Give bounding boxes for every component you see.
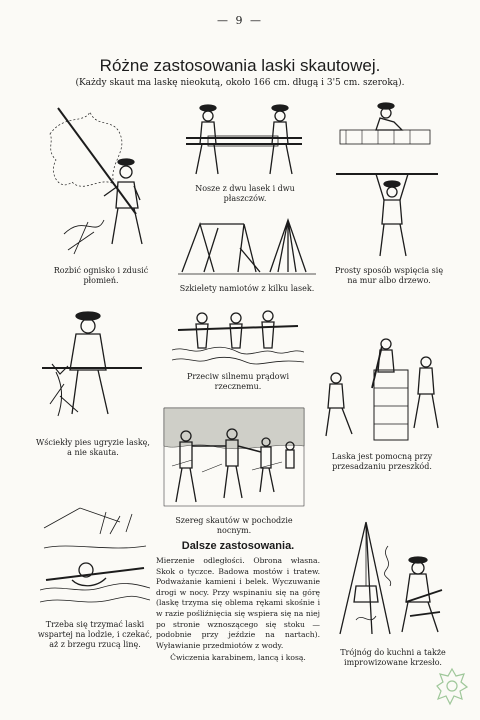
scout-fire-illustration: [44, 104, 162, 260]
night-march-illustration: [162, 406, 306, 508]
caption-night-march: Szereg skautów w pochodzie nocnym.: [175, 516, 293, 535]
caption-climb: Prosty sposób wspięcia się na mur albo drzewo.: [334, 266, 444, 285]
caption-tent-frames: Szkielety namiotów z kilku lasek.: [179, 284, 315, 293]
river-crossing-illustration: [172, 308, 304, 366]
caption-ice: Trzeba się trzymać laski wspartej na lodzie, i czekać, aż z brzegu rzucą linę.: [37, 620, 153, 649]
dog-illustration: [38, 304, 146, 426]
further-uses-last-line: Ćwiczenia karabinem, lancą i kosą.: [170, 653, 306, 663]
caption-tripod: Trójnóg do kuchni a także improwizowane krzesło.: [340, 648, 446, 667]
stretcher-illustration: [178, 100, 310, 178]
further-uses-section: [156, 540, 320, 662]
tent-frame-illustration: [178, 214, 316, 278]
caption-fire: Rozbić ognisko i zdusić płomień.: [53, 266, 149, 285]
page-number: — 9 —: [217, 14, 263, 27]
caption-stretcher: Nosze z dwu lasek i dwu płaszczów.: [195, 184, 295, 203]
further-uses-body: Mierzenie odległości. Obrona własna. Skok o tyczce. Badowa mostów i tratew. Podważanie kamieni i belek. Wyczuwanie drogi w nocy. Przy wspinaniu się na górę (laskę trzyma się oblema rękami skośnie i w razie pośliźnięcia się wspiera się na niej po stronie wznoszącego się stoku — podobnie przy jeździe na nartach). Wyławianie przedmiotów z wody.: [156, 556, 320, 650]
caption-current: Przeciw silnemu prądowi rzecznemu.: [186, 372, 290, 391]
ice-rescue-illustration: [40, 498, 150, 614]
caption-fence: Laska jest pomocną przy przesadzaniu przeszkód.: [331, 452, 433, 471]
fence-illustration: [322, 332, 442, 442]
page-title: Różne zastosowania laski skautowej.: [99, 56, 381, 75]
tripod-illustration: [336, 516, 446, 640]
library-stamp-icon: [436, 666, 468, 706]
further-uses-heading: Dalsze zastosowania.: [181, 540, 295, 552]
page-subtitle: (Każdy skaut ma laskę nieokutą, około 166 cm. długą i 3'5 cm. szeroką).: [75, 78, 405, 88]
caption-dog: Wściekły pies ugryzie laskę, a nie skauta.: [36, 438, 150, 457]
climbing-illustration: [332, 100, 442, 260]
